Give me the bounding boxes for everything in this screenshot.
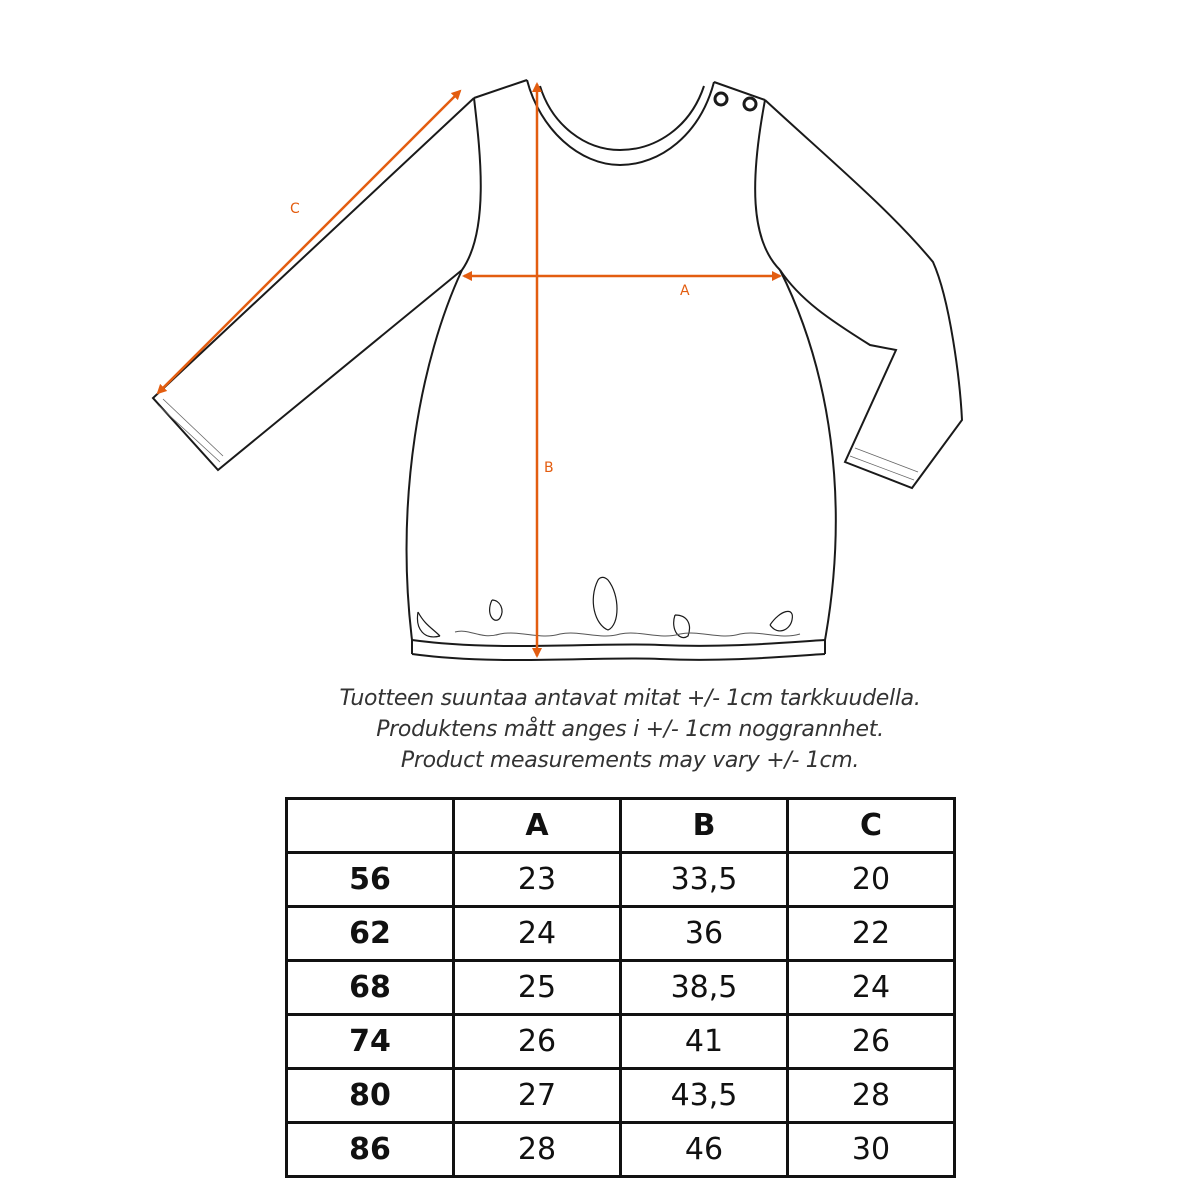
dimension-line-c xyxy=(158,91,460,393)
table-cell: 46 xyxy=(621,1123,788,1177)
table-cell: 26 xyxy=(454,1015,621,1069)
table-cell: 41 xyxy=(621,1015,788,1069)
table-cell: 26 xyxy=(788,1015,955,1069)
table-cell: 36 xyxy=(621,907,788,961)
table-cell: 38,5 xyxy=(621,961,788,1015)
table-cell: 25 xyxy=(454,961,621,1015)
dimension-label-b: B xyxy=(544,460,554,476)
size-cell: 56 xyxy=(287,853,454,907)
table-cell: 23 xyxy=(454,853,621,907)
table-row xyxy=(287,1069,955,1123)
table-cell: 33,5 xyxy=(621,853,788,907)
size-cell: 62 xyxy=(287,907,454,961)
size-cell: 80 xyxy=(287,1069,454,1123)
table-cell: 28 xyxy=(788,1069,955,1123)
table-header-cell: A xyxy=(454,799,621,853)
table-cell: 28 xyxy=(454,1123,621,1177)
dimension-label-c: C xyxy=(290,201,300,217)
table-cell: 22 xyxy=(788,907,955,961)
dimension-label-a: A xyxy=(680,283,690,299)
table-header-cell: B xyxy=(621,799,788,853)
size-cell: 86 xyxy=(287,1123,454,1177)
table-cell: 30 xyxy=(788,1123,955,1177)
size-cell: 68 xyxy=(287,961,454,1015)
table-row xyxy=(287,1123,955,1177)
note-english: Product measurements may vary +/- 1cm. xyxy=(400,748,860,773)
table-header-row xyxy=(287,799,955,853)
shoulder-button-1 xyxy=(715,93,727,105)
table-cell: 24 xyxy=(788,961,955,1015)
table-header-cell xyxy=(287,799,454,853)
table-cell: 24 xyxy=(454,907,621,961)
table-row xyxy=(287,961,955,1015)
dress-outline xyxy=(153,80,962,660)
shoulder-button-2 xyxy=(744,98,756,110)
note-swedish: Produktens mått anges i +/- 1cm noggrannhet. xyxy=(376,717,884,742)
table-header-cell: C xyxy=(788,799,955,853)
table-row xyxy=(287,853,955,907)
table-cell: 20 xyxy=(788,853,955,907)
note-finnish: Tuotteen suuntaa antavat mitat +/- 1cm tarkkuudella. xyxy=(339,686,921,711)
table-row xyxy=(287,1015,955,1069)
size-cell: 74 xyxy=(287,1015,454,1069)
table-cell: 27 xyxy=(454,1069,621,1123)
table-cell: 43,5 xyxy=(621,1069,788,1123)
size-table xyxy=(285,797,956,1178)
table-row xyxy=(287,907,955,961)
